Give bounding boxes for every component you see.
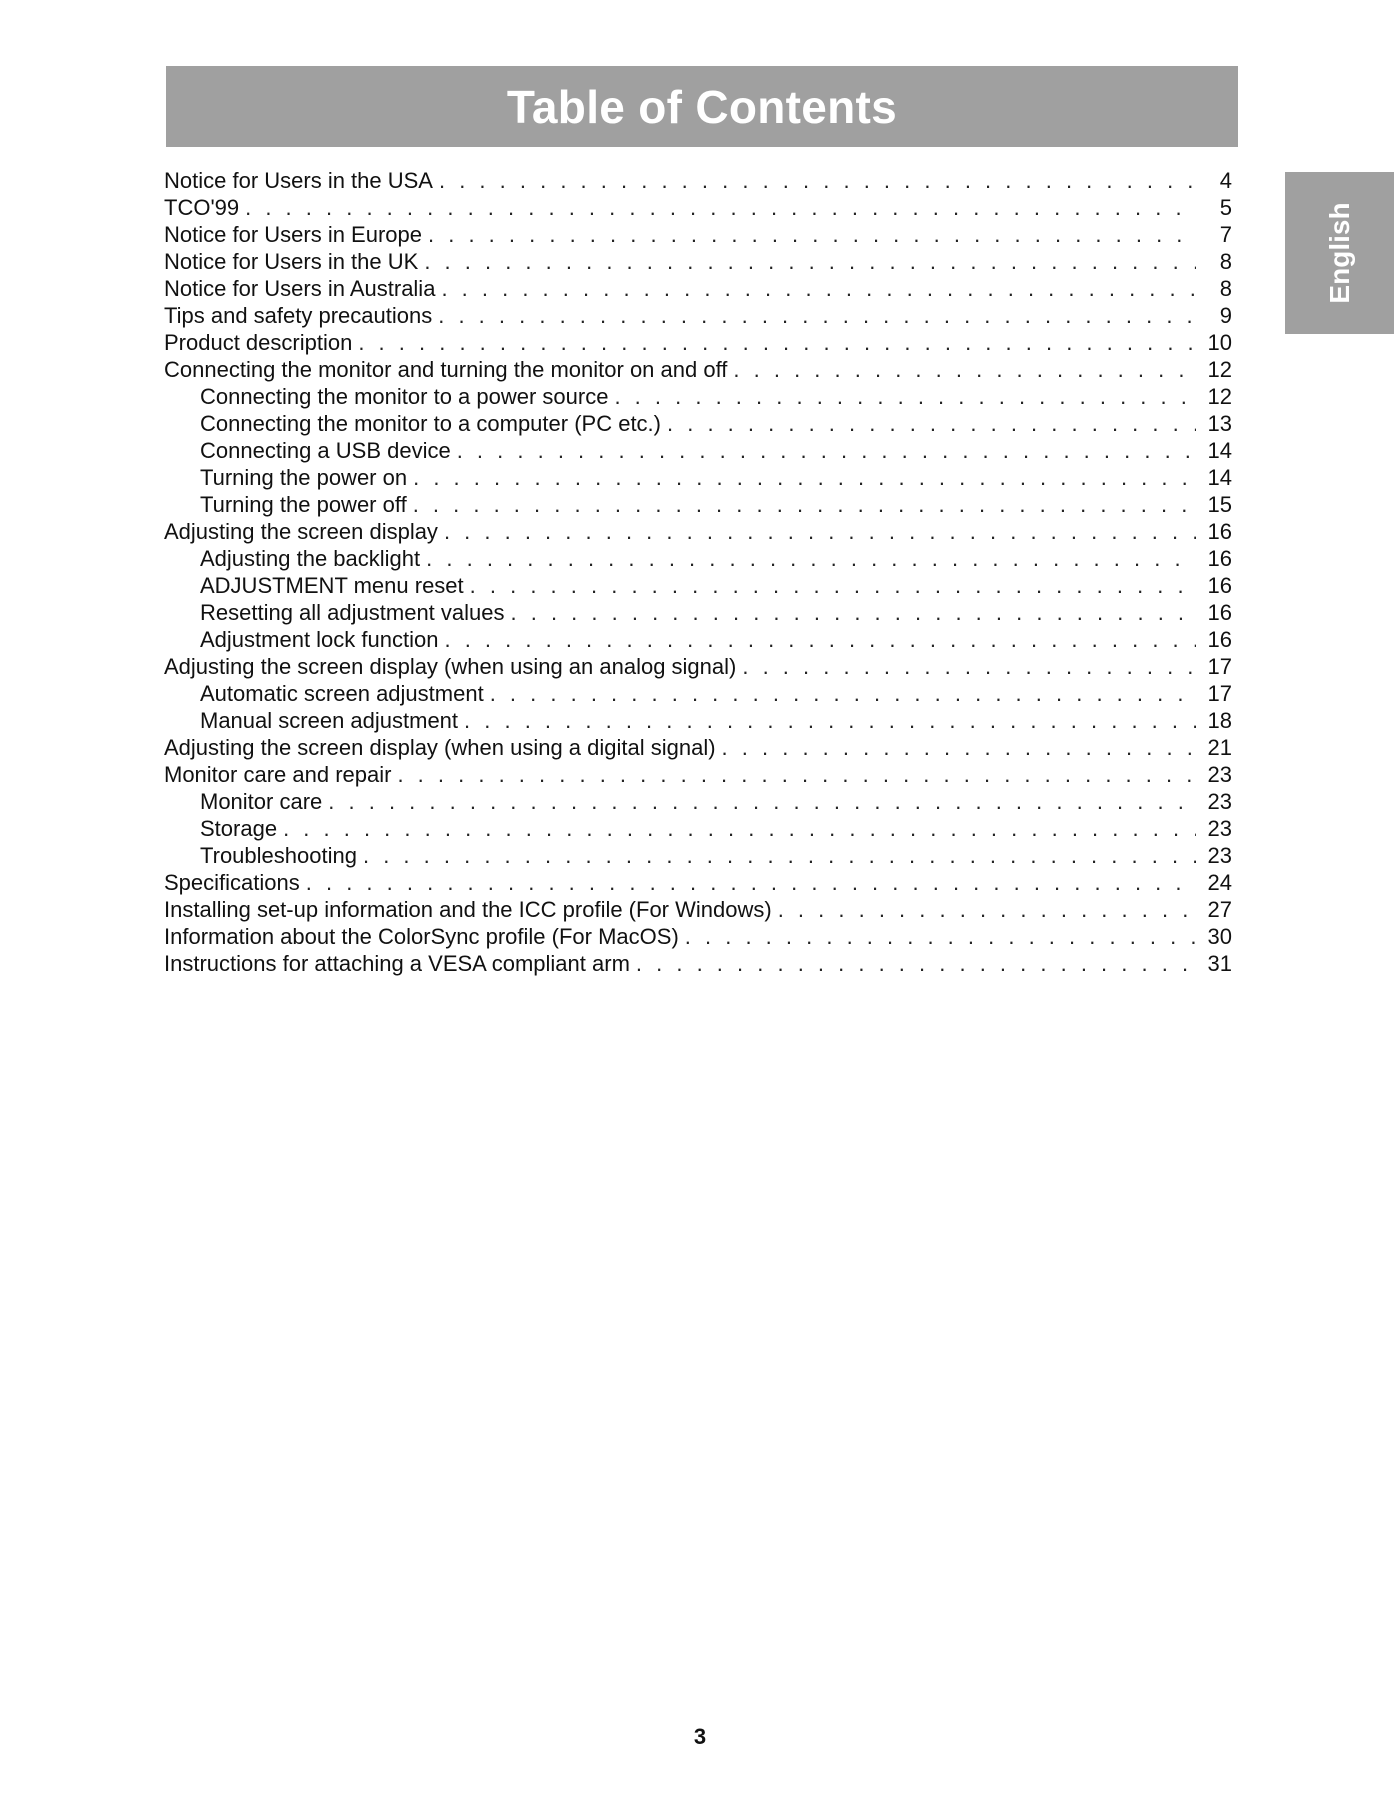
toc-entry-page: 12 — [1207, 357, 1232, 382]
toc-entry-title: Automatic screen adjustment — [200, 681, 484, 706]
toc-dot-leader — [363, 842, 1196, 869]
toc-entry-title: Adjusting the screen display (when using an analog signal) — [164, 654, 737, 679]
toc-dot-leader — [722, 734, 1196, 761]
toc-entry[interactable] — [164, 572, 1232, 599]
toc-entry-page: 18 — [1207, 708, 1232, 733]
toc-entry-title: TCO'99 — [164, 195, 240, 220]
toc-entry[interactable] — [164, 896, 1232, 923]
toc-entry[interactable] — [164, 599, 1232, 626]
toc-dot-leader — [413, 491, 1196, 518]
toc-entry[interactable] — [164, 464, 1232, 491]
toc-entry[interactable] — [164, 923, 1232, 950]
toc-entry-title: Connecting the monitor to a computer (PC etc.) — [200, 411, 661, 436]
toc-entry-title: Manual screen adjustment — [200, 708, 459, 733]
toc-entry[interactable] — [164, 761, 1232, 788]
toc-entry[interactable] — [164, 329, 1232, 356]
toc-entry-title: Notice for Users in Australia — [164, 276, 436, 301]
toc-entry[interactable] — [164, 680, 1232, 707]
toc-entry[interactable] — [164, 194, 1232, 221]
toc-dot-leader — [283, 815, 1196, 842]
toc-entry[interactable] — [164, 383, 1232, 410]
toc-entry[interactable] — [164, 437, 1232, 464]
toc-entry-title: Monitor care — [200, 789, 323, 814]
table-of-contents — [164, 167, 1232, 977]
toc-entry-page: 16 — [1207, 546, 1232, 571]
toc-entry[interactable] — [164, 815, 1232, 842]
toc-entry-title: Notice for Users in Europe — [164, 222, 422, 247]
toc-entry-page: 21 — [1207, 735, 1232, 760]
toc-dot-leader — [685, 923, 1196, 950]
toc-entry-title: Tips and safety precautions — [164, 303, 433, 328]
toc-entry-page: 5 — [1219, 195, 1232, 220]
toc-entry[interactable] — [164, 626, 1232, 653]
toc-entry-page: 23 — [1207, 843, 1232, 868]
toc-entry-page: 12 — [1207, 384, 1232, 409]
toc-entry[interactable] — [164, 842, 1232, 869]
toc-entry[interactable] — [164, 167, 1232, 194]
toc-entry[interactable] — [164, 491, 1232, 518]
toc-entry[interactable] — [164, 221, 1232, 248]
toc-entry-title: Specifications — [164, 870, 300, 895]
toc-entry-title: Instructions for attaching a VESA compliant arm — [164, 951, 630, 976]
toc-dot-leader — [470, 572, 1196, 599]
toc-dot-leader — [441, 275, 1196, 302]
toc-entry[interactable] — [164, 869, 1232, 896]
toc-entry-page: 27 — [1207, 897, 1232, 922]
toc-dot-leader — [457, 437, 1196, 464]
toc-dot-leader — [614, 383, 1196, 410]
toc-entry-page: 9 — [1219, 303, 1232, 328]
toc-dot-leader — [742, 653, 1196, 680]
toc-entry-page: 30 — [1207, 924, 1232, 949]
toc-entry[interactable] — [164, 734, 1232, 761]
page-title: Table of Contents — [506, 80, 898, 133]
toc-entry-page: 16 — [1207, 573, 1232, 598]
toc-entry-title: Connecting a USB device — [200, 438, 451, 463]
toc-entry-page: 13 — [1207, 411, 1232, 436]
title-banner — [166, 66, 1238, 147]
toc-dot-leader — [636, 950, 1196, 977]
toc-entry-title: Monitor care and repair — [164, 762, 392, 787]
toc-entry[interactable] — [164, 653, 1232, 680]
language-tab — [1285, 172, 1394, 334]
toc-dot-leader — [444, 626, 1196, 653]
toc-entry-page: 16 — [1207, 600, 1232, 625]
toc-entry[interactable] — [164, 545, 1232, 572]
toc-entry[interactable] — [164, 356, 1232, 383]
toc-entry-page: 23 — [1207, 789, 1232, 814]
toc-entry-title: Notice for Users in the USA — [164, 168, 433, 193]
toc-entry[interactable] — [164, 950, 1232, 977]
toc-dot-leader — [424, 248, 1196, 275]
toc-entry-page: 17 — [1207, 681, 1232, 706]
toc-entry-title: Adjusting the screen display (when using a digital signal) — [164, 735, 716, 760]
toc-dot-leader — [358, 329, 1196, 356]
toc-entry-page: 15 — [1207, 492, 1232, 517]
toc-entry-title: Notice for Users in the UK — [164, 249, 419, 274]
toc-entry-page: 8 — [1219, 276, 1232, 301]
toc-entry-page: 24 — [1207, 870, 1232, 895]
toc-entry-page: 14 — [1207, 438, 1232, 463]
toc-entry-page: 16 — [1207, 519, 1232, 544]
toc-dot-leader — [397, 761, 1196, 788]
toc-dot-leader — [245, 194, 1196, 221]
toc-entry-title: Turning the power off — [200, 492, 407, 517]
toc-entry-page: 8 — [1219, 249, 1232, 274]
toc-dot-leader — [733, 356, 1196, 383]
toc-entry-page: 23 — [1207, 762, 1232, 787]
toc-entry-title: Storage — [200, 816, 278, 841]
toc-dot-leader — [428, 221, 1196, 248]
toc-dot-leader — [328, 788, 1196, 815]
toc-dot-leader — [490, 680, 1196, 707]
toc-entry-page: 23 — [1207, 816, 1232, 841]
language-tab-label: English — [1323, 202, 1355, 304]
toc-dot-leader — [778, 896, 1196, 923]
toc-entry[interactable] — [164, 788, 1232, 815]
toc-entry-title: Adjusting the backlight — [200, 546, 421, 571]
toc-entry[interactable] — [164, 275, 1232, 302]
toc-entry-title: Information about the ColorSync profile (For MacOS) — [164, 924, 679, 949]
toc-entry-title: Adjusting the screen display — [164, 519, 438, 544]
toc-dot-leader — [511, 599, 1197, 626]
toc-entry-page: 7 — [1219, 222, 1232, 247]
toc-entry-title: Resetting all adjustment values — [200, 600, 505, 625]
toc-entry-page: 14 — [1207, 465, 1232, 490]
toc-entry[interactable] — [164, 302, 1232, 329]
toc-entry[interactable] — [164, 410, 1232, 437]
toc-dot-leader — [426, 545, 1196, 572]
page-number: 3 — [693, 1724, 707, 1749]
toc-dot-leader — [306, 869, 1196, 896]
toc-entry-page: 10 — [1207, 330, 1232, 355]
toc-entry[interactable] — [164, 518, 1232, 545]
toc-entry-title: Troubleshooting — [200, 843, 357, 868]
toc-entry-title: Turning the power on — [200, 465, 408, 490]
toc-dot-leader — [667, 410, 1196, 437]
toc-dot-leader — [438, 302, 1196, 329]
toc-entry-title: ADJUSTMENT menu reset — [200, 573, 464, 598]
toc-entry[interactable] — [164, 707, 1232, 734]
toc-entry-page: 17 — [1207, 654, 1232, 679]
toc-entry-page: 4 — [1219, 168, 1232, 193]
toc-entry-title: Adjustment lock function — [200, 627, 439, 652]
toc-dot-leader — [413, 464, 1196, 491]
toc-entry-title: Product description — [164, 330, 353, 355]
toc-entry[interactable] — [164, 248, 1232, 275]
toc-entry-title: Installing set-up information and the ICC profile (For Windows) — [164, 897, 772, 922]
toc-entry-title: Connecting the monitor and turning the monitor on and off — [164, 357, 728, 382]
toc-entry-title: Connecting the monitor to a power source — [200, 384, 609, 409]
toc-entry-page: 16 — [1207, 627, 1232, 652]
toc-entry-page: 31 — [1207, 951, 1232, 976]
toc-dot-leader — [464, 707, 1196, 734]
toc-dot-leader — [444, 518, 1196, 545]
toc-dot-leader — [439, 167, 1196, 194]
